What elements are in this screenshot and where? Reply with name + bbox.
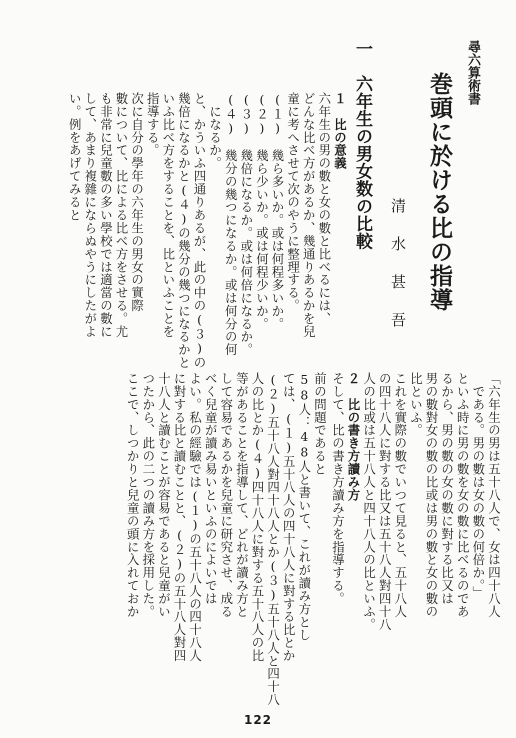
section-heading: 一 六年生の男女数の比較 bbox=[352, 40, 372, 250]
top-right-lines-line: の四十八人に對する比又は五十八人對四十八 bbox=[377, 372, 393, 631]
top-lines-line: も非常に兒童數の多い學校では適當の數に bbox=[98, 92, 114, 339]
top-right-lines-line: 男の數對女の數の比或は男の數と女の數の bbox=[424, 372, 439, 619]
bottom-lines-line: べく兒童が讀み易いといふのによいでは bbox=[203, 372, 219, 606]
top-lines-line: になるか。 bbox=[207, 92, 223, 170]
bottom-lines-line: 十八人と讀むことが容易であると兒童がい bbox=[156, 372, 172, 619]
bottom-lines-line: 前の問題であると bbox=[312, 372, 328, 476]
bottom-lines-line: して容易であるかを兒童に研究させ、成る bbox=[218, 372, 234, 619]
bottom-lines-line: よい。私の經驗では(１)の五十八人の四十八人 bbox=[187, 372, 203, 663]
top-lines-line: と、かういふ四通りあるが、此の中の(３)の bbox=[192, 92, 207, 370]
top-lines-line: 次に自分の學年の六年生の男女の實際 bbox=[129, 92, 145, 313]
bottom-lines-line: に對する比と讀むことと、(２)の五十八人對四 bbox=[172, 372, 187, 663]
top-lines-line: して、あまり複雜にならぬやうにしたがよ bbox=[82, 92, 98, 339]
bottom-lines-line: 人の比とか(４)四十八人に對する五十八人の比 bbox=[250, 372, 265, 663]
bottom-lines-line: ては、(１)五十八人の四十八人に對する比とか bbox=[281, 372, 297, 663]
top-lines-line: 指導する。 bbox=[145, 92, 161, 157]
top-right-lines-line: るから、男の數の女の數に對する比又は bbox=[439, 372, 455, 606]
section-divider bbox=[22, 360, 494, 361]
top-lines-line: 六年生の男の數と女の數と比べるには、 bbox=[316, 92, 332, 326]
top-lines-line: (３) 幾倍になるか。或は何倍になるか。 bbox=[238, 92, 254, 357]
subsection-heading: ２ 比の書き方讀み方 bbox=[346, 372, 361, 502]
top-lines-line: い。例をあげてみると bbox=[67, 92, 83, 222]
subsection-heading: １ 比の意義 bbox=[332, 92, 348, 170]
bottom-lines-line: ここで、しつかりと兒童の頭に入れておか bbox=[125, 372, 141, 619]
top-lines-line: 幾倍になるかと(４)の幾分の幾つになるかと bbox=[176, 92, 192, 370]
page-number: 122 bbox=[243, 713, 273, 727]
top-right-lines-line: といふ時に男の數を女の數に比べるのであ bbox=[455, 372, 471, 619]
top-right-lines-line: 比といふ。 bbox=[408, 372, 424, 437]
article-title: 巻頭に於ける比の指導 bbox=[426, 72, 453, 312]
bottom-lines-line: (２)五十八人對四十八人とか(３)五十八人と四十八 bbox=[265, 372, 281, 707]
series-label: 尋六算術書 bbox=[465, 40, 480, 105]
bottom-lines-line: 等があることを指導して、どれが讀み方と bbox=[234, 372, 250, 619]
top-right-lines-line: 人の比或は五十八人と四十八人の比といふ。 bbox=[361, 372, 377, 631]
bottom-lines-line: 58人：48人と書いて、これが讀み方とし bbox=[296, 372, 312, 642]
top-lines-line: (１) 幾ら多いか。或は何程多いか。 bbox=[270, 92, 285, 331]
top-lines-line: 數について、比による比べ方をさせる。尤 bbox=[114, 92, 129, 339]
bottom-lines-line: つたから、此の二つの讀み方を採用した。 bbox=[140, 372, 156, 619]
author-name: 清 水 甚 吾 bbox=[389, 198, 407, 331]
top-lines-line: いふ比べ方をすることを、比といふことを bbox=[160, 92, 176, 339]
top-right-lines-line: である。男の數は女の數の何倍か。」 bbox=[470, 372, 486, 599]
top-right-lines-line: 「六年生の男は五十八人で、女は四十八人 bbox=[486, 372, 502, 619]
top-lines-line: どんな比べ方があるか、幾通りあるかを兒 bbox=[301, 92, 317, 339]
top-lines-line: (４) 幾分の幾つになるか。或は何分の何 bbox=[223, 92, 239, 357]
top-right-lines-line: これを實際の數でいつて見ると、五十八人 bbox=[392, 372, 408, 619]
top-lines-line: 童に考へさせて次のやうに整理する。 bbox=[285, 92, 301, 313]
top-lines-line: (２) 幾ら少いか。或は何程少いか。 bbox=[254, 92, 270, 331]
top-right-lines-line: そして、比の書き方讀み方を指導する。 bbox=[330, 372, 346, 606]
